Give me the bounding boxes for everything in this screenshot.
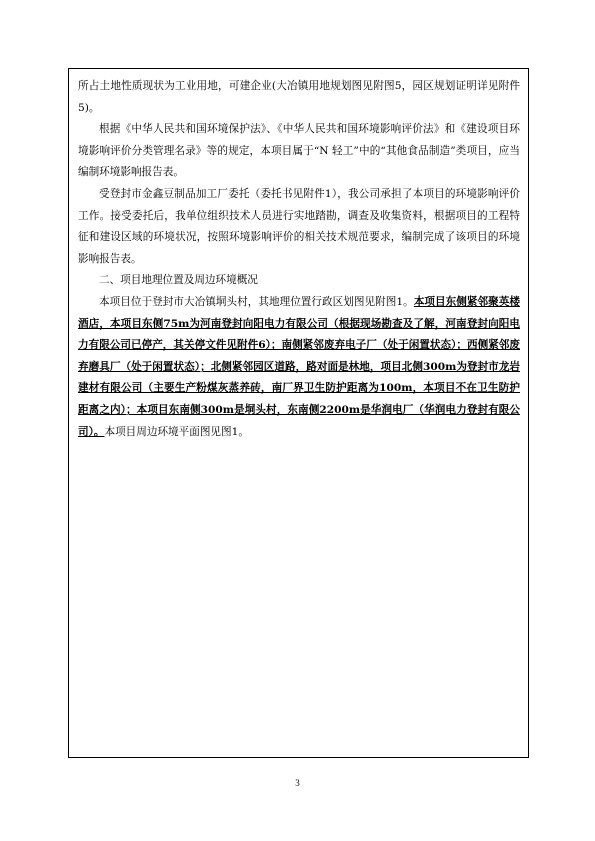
paragraph-location	[78, 292, 520, 443]
document-body	[78, 76, 520, 443]
location-tail: 本项目周边环境平面图见图1。	[104, 425, 249, 438]
location-intro: 本项目位于登封市大冶镇垌头村，其地理位置行政区划图见附图1。	[99, 295, 414, 308]
paragraph-commission: 受登封市金鑫豆制品加工厂委托（委托书见附件1），我公司承担了本项目的环境影响评价工作。接受委托后，我单位组织技术人员进行实地踏勘，调查及收集资料，根据项目的工程特征和建设区域的环境状况，按照环境影响评价的相关技术规范要求，编制完成了该项目的环境影响报告表。	[78, 187, 520, 265]
page-number: 3	[295, 778, 300, 788]
paragraph-legal-basis: 根据《中华人民共和国环境保护法》、《中华人民共和国环境影响评价法》和《建设项目环境影响评价分类管理名录》等的规定，本项目属于“N 轻工”中的“其他食品制造”类项目，应当编制环境影响报告表。	[78, 123, 520, 179]
paragraph-land-use: 所占土地性质现状为工业用地，可建企业(大冶镇用地规划图见附图5，园区规划证明详见附件5)。	[78, 80, 520, 114]
location-surroundings-highlight: 本项目东侧紧邻聚英楼酒店，本项目东侧75m为河南登封向阳电力有限公司（根据现场勘查及了解，河南登封向阳电力有限公司已停产，其关停文件见附件6）；南侧紧邻废弃电子厂（处于闲置状态）；西侧紧邻废弃磨具厂（处于闲置状态）；北侧紧邻园区道路，路对面是林地，项目北侧300m为登封市龙岩建材有限公司（主要生产粉煤灰蒸养砖，南厂界卫生防护距离为100m，本项目不在卫生防护距离之内）；本项目东南侧300m是垌头村，东南侧2200m是华润电厂（华润电力登封有限公司）。	[78, 295, 521, 438]
section-heading: 二、项目地理位置及周边环境概况	[99, 274, 258, 287]
